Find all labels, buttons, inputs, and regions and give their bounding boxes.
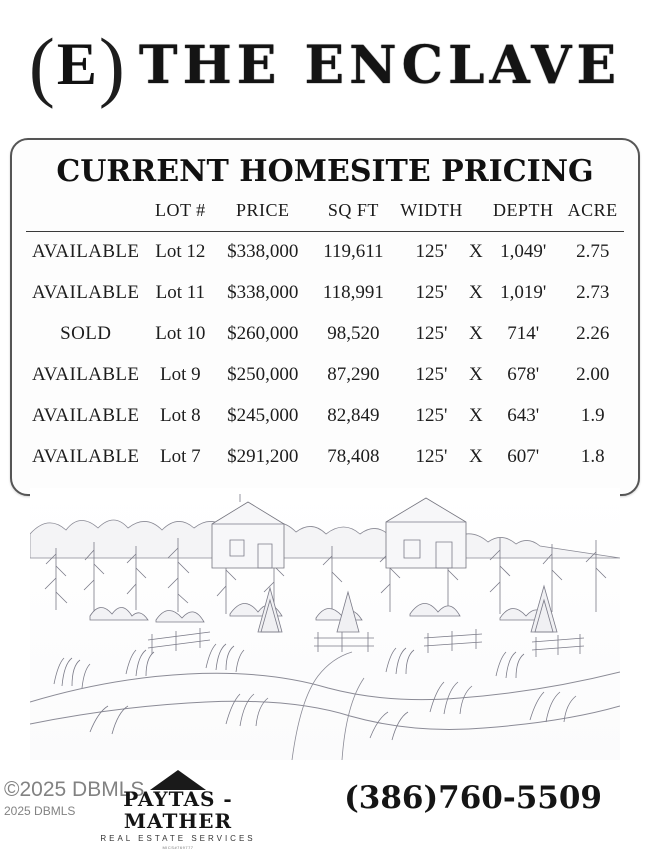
row-sqft: 98,520: [327, 322, 380, 344]
column-header-depth: DEPTH: [492, 200, 554, 220]
row-sqft: 118,991: [322, 281, 384, 303]
row-lot: Lot 7: [160, 445, 201, 467]
row-width: 125': [415, 322, 448, 344]
row-width: 125': [415, 404, 448, 426]
row-lot: Lot 9: [160, 363, 201, 385]
row-depth: 643': [507, 404, 540, 426]
pricing-table-head: [26, 199, 624, 231]
row-status: AVAILABLE: [32, 404, 140, 426]
row-sqft: 87,290: [327, 363, 380, 385]
community-sketch-illustration: [30, 488, 620, 760]
row-lot: Lot 11: [155, 281, 206, 303]
row-price: $291,200: [227, 445, 299, 467]
row-dimension-separator: X: [468, 281, 483, 303]
table-row: [26, 437, 624, 478]
table-row: [26, 314, 624, 355]
pricing-card-title: CURRENT HOMESITE PRICING: [56, 154, 594, 189]
row-depth: 1,049': [500, 240, 547, 262]
row-acre: 2.75: [576, 240, 610, 262]
row-price: $245,000: [227, 404, 299, 426]
row-price: $250,000: [227, 363, 299, 385]
row-acre: 2.00: [576, 363, 610, 385]
pricing-table-body: [26, 231, 624, 478]
brand-title: THE ENCLAVE: [138, 35, 622, 96]
row-width: 125': [415, 281, 448, 303]
row-status: SOLD: [60, 322, 112, 344]
company-fineprint: MICS#769777: [162, 845, 194, 850]
row-price: $260,000: [227, 322, 299, 344]
row-dimension-separator: X: [468, 363, 483, 385]
row-depth: 607': [507, 445, 540, 467]
row-price: $338,000: [227, 281, 299, 303]
column-header-acre: ACRE: [567, 200, 618, 220]
page-footer: [0, 762, 650, 850]
sketch-svg: [30, 488, 620, 760]
table-row: [26, 355, 624, 396]
contact-phone: (386)760-5509: [344, 780, 602, 816]
row-status: AVAILABLE: [32, 281, 140, 303]
row-status: AVAILABLE: [32, 240, 140, 262]
page-header: [0, 0, 650, 118]
pricing-table: [26, 199, 624, 478]
row-sqft: 82,849: [327, 404, 380, 426]
row-depth: 714': [507, 322, 540, 344]
logo-paren-left: (: [28, 22, 55, 109]
paytas-mather-logo: [78, 770, 278, 850]
row-status: AVAILABLE: [32, 363, 140, 385]
column-header-price: PRICE: [235, 200, 290, 220]
column-header-status: [26, 199, 145, 227]
row-dimension-separator: X: [468, 322, 483, 344]
row-status: AVAILABLE: [32, 445, 140, 467]
row-dimension-separator: X: [468, 404, 483, 426]
pricing-header-row: [26, 199, 624, 227]
row-sqft: 78,408: [327, 445, 380, 467]
row-dimension-separator: X: [468, 240, 483, 262]
row-acre: 2.73: [576, 281, 610, 303]
company-name: PAYTAS - MATHER: [123, 787, 233, 833]
table-row: [26, 396, 624, 437]
row-sqft: 119,611: [323, 240, 384, 262]
row-lot: Lot 8: [160, 404, 201, 426]
row-acre: 1.8: [580, 445, 605, 467]
enclave-logo-mark: [29, 23, 125, 109]
column-header-lot: LOT #: [154, 200, 206, 220]
row-width: 125': [415, 240, 448, 262]
column-header-spacer: [467, 199, 486, 227]
row-depth: 678': [507, 363, 540, 385]
row-depth: 1,019': [500, 281, 547, 303]
logo-paren-right: ): [98, 22, 125, 109]
row-dimension-separator: X: [468, 445, 483, 467]
company-tagline: REAL ESTATE SERVICES: [100, 834, 256, 843]
row-width: 125': [415, 445, 448, 467]
row-acre: 2.26: [576, 322, 610, 344]
logo-letter-e: E: [56, 31, 97, 97]
row-width: 125': [415, 363, 448, 385]
row-lot: Lot 10: [155, 322, 206, 344]
row-price: $338,000: [227, 240, 299, 262]
row-lot: Lot 12: [155, 240, 206, 262]
watermark-line-2: 2025 DBMLS: [4, 804, 76, 818]
column-header-width: WIDTH: [400, 200, 463, 220]
row-acre: 1.9: [580, 404, 605, 426]
table-row: [26, 231, 624, 273]
column-header-sqft: SQ FT: [327, 200, 379, 220]
table-row: [26, 273, 624, 314]
watermark-line-1: ©2025 DBMLS: [4, 778, 145, 801]
pricing-card: [10, 138, 640, 496]
